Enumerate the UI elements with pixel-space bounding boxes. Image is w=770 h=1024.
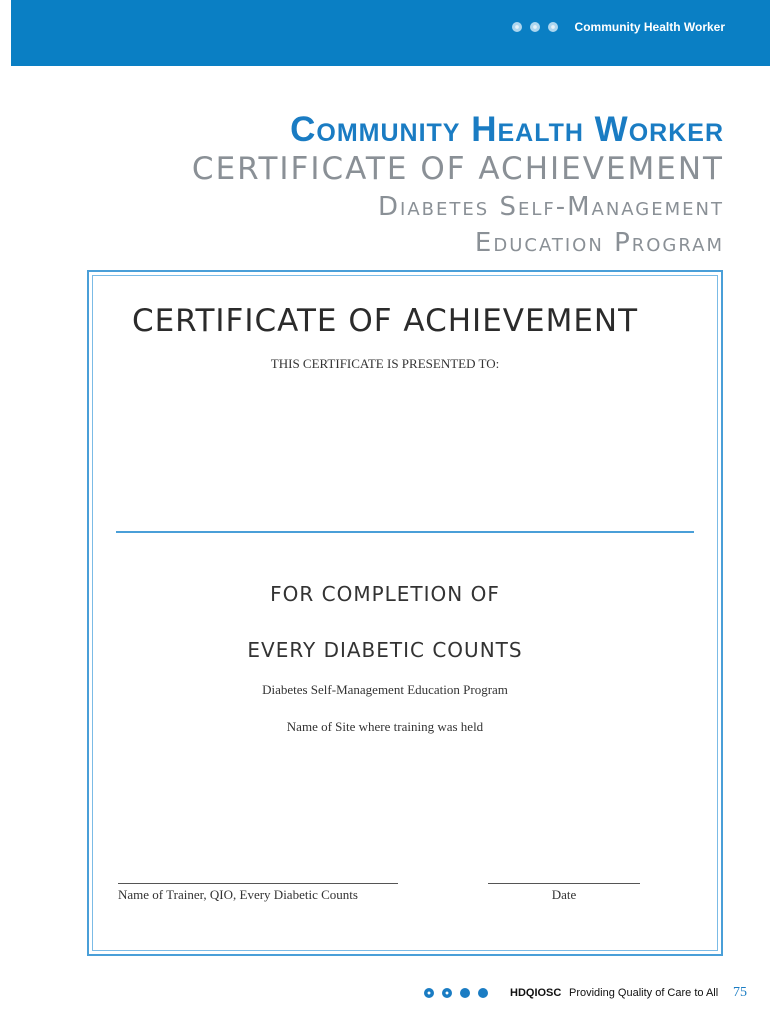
dot-icon [548, 22, 558, 32]
footer-org: HDQIOSC [510, 987, 562, 999]
dot-icon [424, 988, 434, 998]
page-number: 75 [733, 985, 747, 1000]
footer-tagline: Providing Quality of Care to All [569, 987, 719, 999]
certificate-frame [87, 270, 723, 956]
page-title: Community Health Worker [290, 110, 724, 149]
page-subtitle-program-2: Education Program [474, 228, 724, 258]
dot-icon [460, 988, 470, 998]
header-dots [512, 22, 558, 32]
footer-dots [424, 988, 488, 998]
header-bar [11, 0, 770, 66]
trainer-signature-label: Name of Trainer, QIO, Every Diabetic Counts [118, 887, 358, 902]
dot-icon [512, 22, 522, 32]
site-name: Name of Site where training was held [286, 719, 484, 734]
page-subtitle-program: Diabetes Self-Management [378, 192, 724, 222]
date-signature-label: Date [551, 887, 577, 902]
certificate-title: CERTIFICATE OF ACHIEVEMENT [131, 303, 639, 339]
for-completion-text: FOR COMPLETION OF [270, 582, 500, 606]
header-label: Community Health Worker [574, 20, 725, 34]
course-name: EVERY DIABETIC COUNTS [247, 638, 523, 662]
certificate-inner-border [92, 275, 718, 951]
recipient-name-line [116, 531, 694, 533]
dot-icon [442, 988, 452, 998]
program-name: Diabetes Self-Management Education Program [262, 682, 508, 697]
page-subtitle: CERTIFICATE OF ACHIEVEMENT [191, 151, 724, 187]
dot-icon [478, 988, 488, 998]
presented-to-text: THIS CERTIFICATE IS PRESENTED TO: [270, 356, 500, 371]
date-signature-line [488, 883, 640, 884]
dot-icon [530, 22, 540, 32]
trainer-signature-line [118, 883, 398, 884]
